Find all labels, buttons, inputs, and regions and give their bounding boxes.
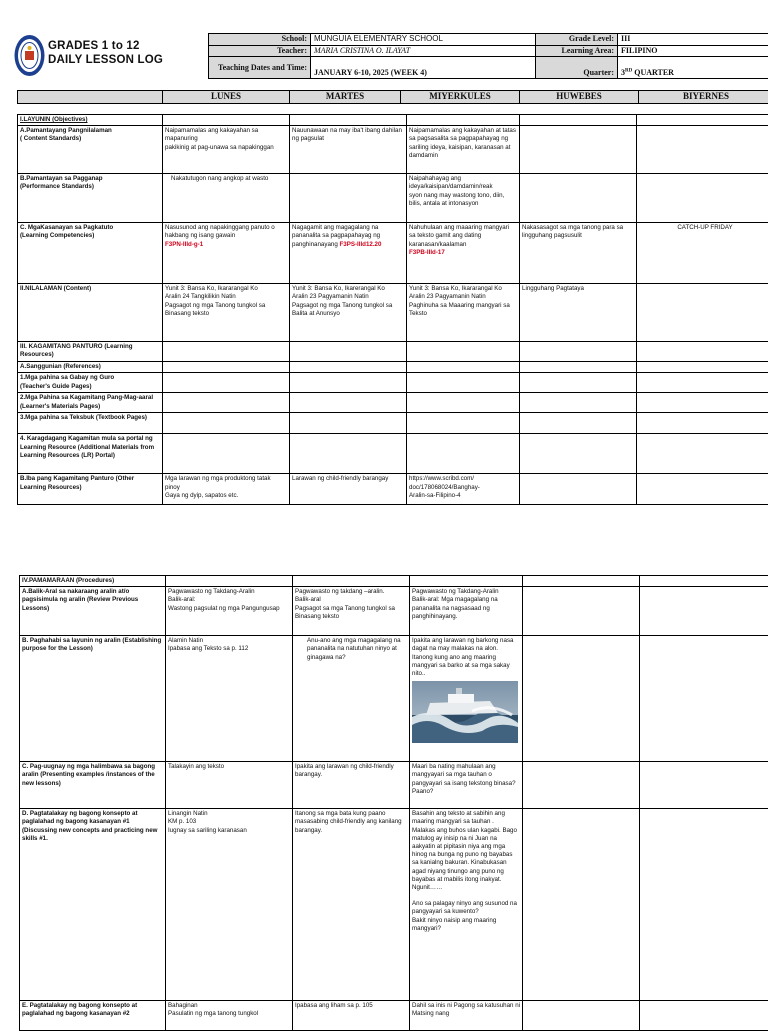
content-lunes: Yunit 3: Bansa Ko, Ikararangal Ko Aralin 24 Tangkilikin Natin Pagsagot ng mga Tanong tungkol sa Binasang teksto bbox=[163, 284, 290, 342]
dates-value: JANUARY 6-10, 2025 (WEEK 4) bbox=[311, 57, 536, 79]
day-header-lunes: LUNES bbox=[163, 91, 290, 104]
discussion-2-martes: Ipabasa ang liham sa p. 105 bbox=[293, 1001, 410, 1031]
header-table bbox=[208, 33, 768, 79]
discussion-1-lunes: Linangin Natin KM p. 103 Iugnay sa sariling karanasan bbox=[166, 809, 293, 1001]
day-header-martes: MARTES bbox=[290, 91, 401, 104]
competencies-lunes: Nasusunod ang napakinggang panuto o hakbang ng isang gawain F3PN-IIId-g-1 bbox=[163, 223, 290, 284]
content-standards-miyerkules: Naipamamalas ang kakayahan at tatas sa pagsasalita sa pagpapahayag ng sariling ideya, kaisipan, karanasan at damdamin bbox=[407, 126, 520, 174]
tg-pages-label: 1.Mga pahina sa Gabay ng Guro (Teacher's Guide Pages) bbox=[18, 373, 163, 393]
examples-label: C. Pag-uugnay ng mga halimbawa sa bagong aralin (Presenting examples /instances of the new lessons) bbox=[20, 762, 166, 809]
examples-lunes: Talakayin ang teksto bbox=[166, 762, 293, 809]
textbook-pages-label: 3.Mga pahina sa Teksbuk (Textbook Pages) bbox=[18, 413, 163, 434]
performance-standards-miyerkules: Naipahahayag ang ideya/kaisipan/damdamin/reak syon nang may wastong tono, diin, bilis, antala at intonasyon bbox=[407, 174, 520, 223]
teacher-value: MARIA CRISTINA O. ILAYAT bbox=[311, 45, 536, 57]
content-standards-martes: Nauunawaan na may iba't ibang dahilan ng pagsulat bbox=[290, 126, 407, 174]
grade-value: III bbox=[618, 34, 768, 46]
competencies-huwebes: Nakasasagot sa mga tanong para sa lingguhang pagsusulit bbox=[520, 223, 637, 284]
content-martes: Yunit 3: Bansa Ko, Ikarerangal Ko Aralin 23 Pagyamanin Natin Pagsagot ng mga Tanong tungkol sa Balita at Anunsyo bbox=[290, 284, 407, 342]
lesson-table-1 bbox=[17, 114, 768, 505]
content-standards-lunes: Naipamamalas ang kakayahan sa mapanuring pakikinig at pag-unawa sa napakinggan bbox=[163, 126, 290, 174]
purpose-martes: Anu-ano ang mga magagalang na pananalita na natutuhan ninyo at ginagawa na? bbox=[293, 636, 410, 762]
competencies-label: C. MgaKasanayan sa Pagkatuto (Learning Competencies) bbox=[18, 223, 163, 284]
competency-code: F3PS-IIId12.20 bbox=[339, 241, 381, 248]
day-header-miyerkules: MIYERKULES bbox=[401, 91, 520, 104]
discussion-1-miyerkules: Basahin ang teksto at sabihin ang maaring mangyari sa tauhan . Malakas ang buhos ulan kagabi. Bago matulog ay inisip na ni Juan na aakyatin at pipitasin niya ang mga hinog na bunga ng puno ng bayabas sa kanialng bakuran. Kinabukasan agad niyang tinungo ang puno ng bayabas at mabilis itong inakyat. Ngunit…… Ano sa palagay ninyo ang susunod na pangyayari sa kuwento? Bakit ninyo naisip ang maaring mangyari? bbox=[410, 809, 523, 1001]
other-resources-martes: Larawan ng child-friendly barangay bbox=[290, 474, 407, 505]
lesson-table-2 bbox=[19, 575, 768, 1031]
ship-in-storm-image bbox=[412, 681, 518, 743]
day-header-biyernes: BIYERNES bbox=[639, 91, 768, 104]
content-huwebes: Lingguhang Pagtataya bbox=[520, 284, 637, 342]
review-martes: Pagwawasto ng takdang –aralin. Balik-aral Pagsagot sa mga Tanong tungkol sa Binasang teksto bbox=[293, 587, 410, 636]
day-header-table bbox=[17, 90, 768, 104]
area-value: FILIPINO bbox=[618, 45, 768, 57]
review-lunes: Pagwawasto ng Takdang-Aralin Balik-aral: Wastong pagsulat ng mga Pangungusap bbox=[166, 587, 293, 636]
materials-label: III. KAGAMITANG PANTURO (Learning Resources) bbox=[18, 342, 163, 362]
day-header-blank bbox=[18, 91, 163, 104]
competency-code: F3PB-IIId-17 bbox=[409, 249, 445, 256]
discussion-2-miyerkules: Dahil sa inis ni Pagong sa katusuhan ni Matsing nang bbox=[410, 1001, 523, 1031]
purpose-miyerkules: Ipakita ang larawan ng barkong nasa dagat na may malakas na alon. Itanong kung ano ang maaring mangyari sa barko at sa mga sakay nito.. bbox=[410, 636, 523, 762]
school-label: School: bbox=[209, 34, 311, 46]
procedures-heading: IV.PAMAMARAAN (Procedures) bbox=[20, 576, 166, 587]
performance-standards-lunes: Nakatutugon nang angkop at wasto bbox=[163, 174, 290, 223]
performance-standards-label: B.Pamantayan sa Pagganap (Performance Standards) bbox=[18, 174, 163, 223]
area-label: Learning Area: bbox=[536, 45, 618, 57]
other-resources-lunes: Mga larawan ng mga produktong tatak pinoy Gaya ng dyip, sapatos etc. bbox=[163, 474, 290, 505]
content-label: II.NILALAMAN (Content) bbox=[18, 284, 163, 342]
deped-seal bbox=[14, 34, 45, 77]
competencies-biyernes: CATCH-UP FRIDAY bbox=[637, 223, 768, 284]
form-title: GRADES 1 to 12 bbox=[48, 39, 208, 53]
lm-pages-label: 2.Mga Pahina sa Kagamitang Pang-Mag-aaral (Learner's Materials Pages) bbox=[18, 393, 163, 413]
discussion-2-label: E. Pagtatalakay ng bagong konsepto at paglalahad ng bagong kasanayan #2 bbox=[20, 1001, 166, 1031]
teacher-label: Teacher: bbox=[209, 45, 311, 57]
competencies-miyerkules: Nahuhulaan ang maaaring mangyari sa teksto gamit ang dating karanasan/kaalaman F3PB-IIId-17 bbox=[407, 223, 520, 284]
form-subtitle: DAILY LESSON LOG bbox=[48, 53, 208, 67]
quarter-value: 3RD QUARTER bbox=[618, 57, 768, 79]
references-label: A.Sanggunian (References) bbox=[18, 362, 163, 373]
quarter-label: Quarter: bbox=[536, 57, 618, 79]
content-standards-label: A.Pamantayang Pangnilalaman ( Content Standards) bbox=[18, 126, 163, 174]
discussion-2-lunes: Bahaginan Pasulatin ng mga tanong tungkol bbox=[166, 1001, 293, 1031]
grade-label: Grade Level: bbox=[536, 34, 618, 46]
content-miyerkules: Yunit 3: Bansa Ko, Ikararangal Ko Aralin 23 Pagyamanin Natin Paghinuha sa Maaaring mangyari sa Teksto bbox=[407, 284, 520, 342]
day-header-huwebes: HUWEBES bbox=[520, 91, 639, 104]
review-label: A.Balik-Aral sa nakaraang aralin at/o pagsisimula ng aralin (Review Previous Lessons) bbox=[20, 587, 166, 636]
purpose-lunes: Alamin Natin Ipabasa ang Teksto sa p. 112 bbox=[166, 636, 293, 762]
lr-portal-label: 4. Karagdagang Kagamitan mula sa portal ng Learning Resource (Additional Materials from Learning Resources (LR) Portal) bbox=[18, 434, 163, 474]
review-miyerkules: Pagwawasto ng Takdang-Aralin Balik-aral: Mga magagalang na pananalita na nagsasaad ng panghihinayang. bbox=[410, 587, 523, 636]
discussion-1-label: D. Pagtatalakay ng bagong konsepto at paglalahad ng bagong kasanayan #1 (Discussing new concepts and practicing new skills #1. bbox=[20, 809, 166, 1001]
other-resources-label: B.Iba pang Kagamitang Panturo (Other Learning Resources) bbox=[18, 474, 163, 505]
other-resources-miyerkules: https://www.scribd.com/ doc/178068024/Banghay- Aralin-sa-Filipino-4 bbox=[407, 474, 520, 505]
discussion-1-martes: Itanong sa mga bata kung paano masasabing child-friendly ang kanilang barangay. bbox=[293, 809, 410, 1001]
objectives-heading: I.LAYUNIN (Objectives) bbox=[18, 115, 163, 126]
competency-code: F3PN-IIId-g-1 bbox=[165, 241, 203, 248]
competencies-martes: Nagagamit ang magagalang na pananalita sa pagpapahayag ng panghinanayang F3PS-IIId12.20 bbox=[290, 223, 407, 284]
school-value: MUNGUIA ELEMENTARY SCHOOL bbox=[311, 34, 536, 46]
examples-martes: Ipakita ang larawan ng child-friendly barangay. bbox=[293, 762, 410, 809]
dates-label: Teaching Dates and Time: bbox=[209, 57, 311, 79]
purpose-label: B. Paghahabi sa layunin ng aralin (Establishing purpose for the Lesson) bbox=[20, 636, 166, 762]
examples-miyerkules: Maari ba nating mahulaan ang mangyayari sa mga tauhan o pangyayari sa isang tekstong binasa? Paano? bbox=[410, 762, 523, 809]
